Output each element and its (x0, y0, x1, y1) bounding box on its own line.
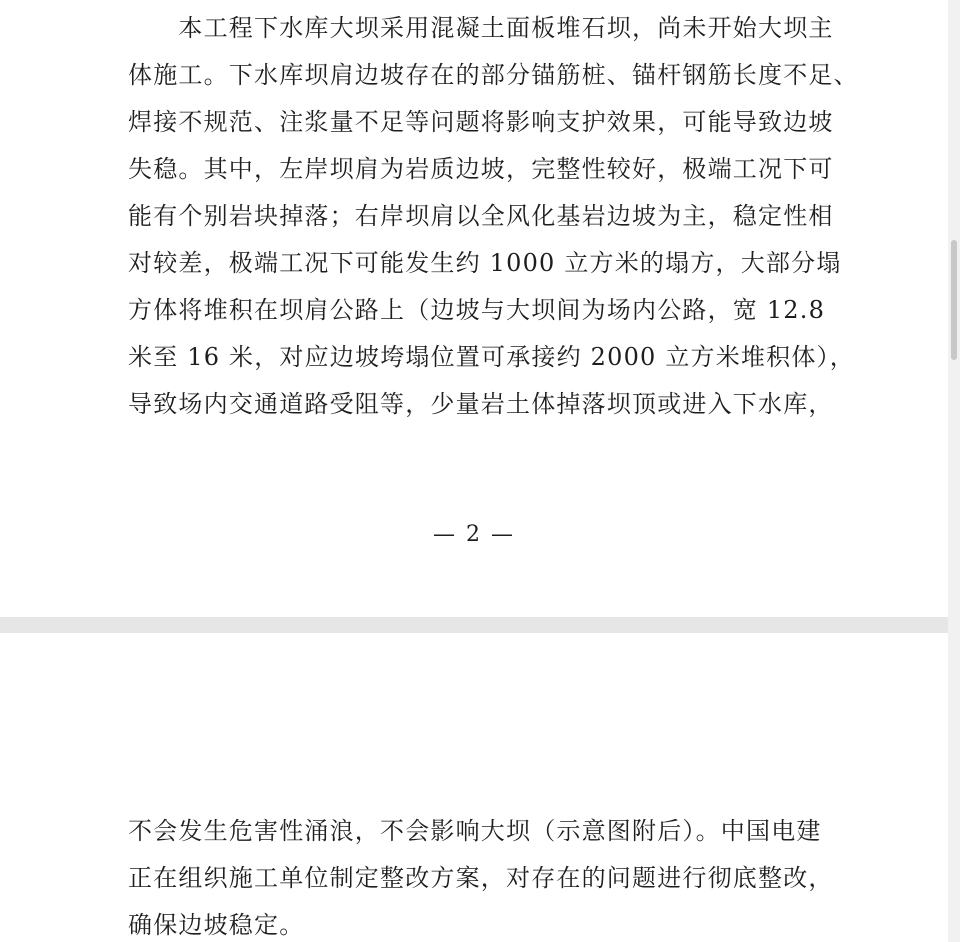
text-line: 正在组织施工单位制定整改方案，对存在的问题进行彻底整改， (128, 864, 834, 892)
text-line: 米至 16 米，对应边坡垮塌位置可承接约 2000 立方米堆积体）， (128, 343, 855, 371)
scrollbar-thumb[interactable] (951, 240, 957, 360)
text-line: 导致场内交通道路受阻等，少量岩土体掉落坝顶或进入下水库， (128, 390, 834, 418)
vertical-scrollbar[interactable] (948, 0, 960, 942)
page-number: — 2 — (433, 522, 515, 547)
text-line: 方体将堆积在坝肩公路上（边坡与大坝间为场内公路，宽 12.8 (128, 296, 826, 324)
text-line: 不会发生危害性涌浪，不会影响大坝（示意图附后）。中国电建 (128, 817, 822, 845)
text-line: 本工程下水库大坝采用混凝土面板堆石坝，尚未开始大坝主 (128, 14, 834, 42)
body-paragraph (128, 13, 859, 433)
text-line: 失稳。其中，左岸坝肩为岩质边坡，完整性较好，极端工况下可 (128, 155, 834, 183)
text-line: 确保边坡稳定。 (128, 911, 305, 939)
body-paragraph (128, 816, 840, 942)
text-line: 能有个别岩块掉落；右岸坝肩以全风化基岩边坡为主，稳定性相 (128, 202, 834, 230)
text-line: 对较差，极端工况下可能发生约 1000 立方米的塌方，大部分塌 (128, 249, 842, 277)
text-line: 体施工。下水库坝肩边坡存在的部分锚筋桩、锚杆钢筋长度不足、 (128, 61, 859, 89)
text-line: 焊接不规范、注浆量不足等问题将影响支护效果，可能导致边坡 (128, 108, 834, 136)
